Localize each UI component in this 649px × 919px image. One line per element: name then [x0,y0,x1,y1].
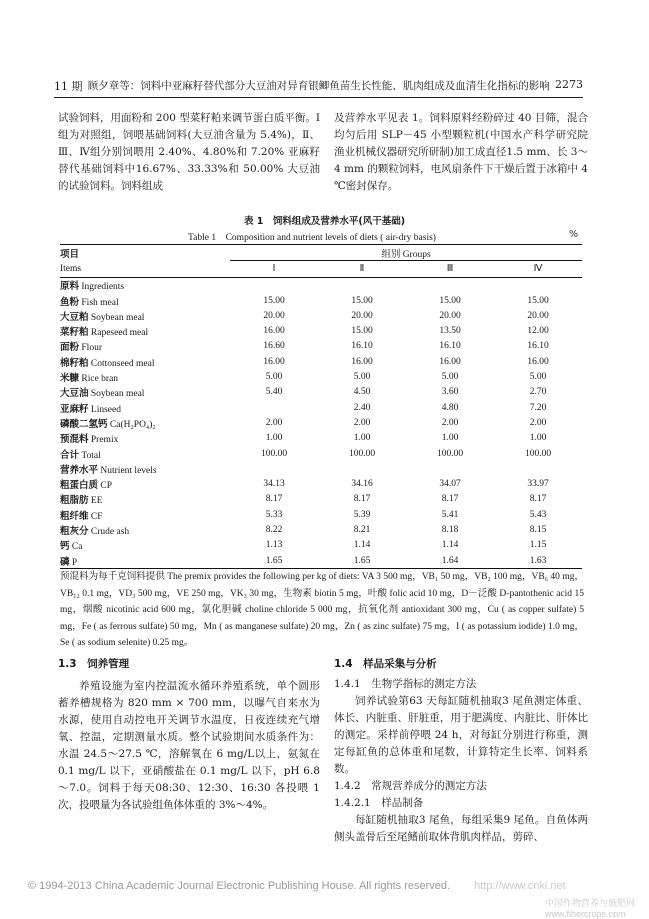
subsection-heading: 1.4.2.1 样品制备 [334,797,424,809]
row-label-cn: 磷 [60,556,70,568]
row-label-cn: 鱼粉 [60,296,80,308]
cell-value: 15.00 [527,295,549,306]
table-row [60,431,582,446]
cell-value: 1.00 [441,433,459,444]
row-label-en: EE [90,496,103,507]
cell-value: 16.10 [527,341,549,352]
issue-number: 11 期 [54,80,83,93]
cell-value: 20.00 [263,310,285,321]
cell-value: 5.00 [353,372,371,383]
table-row [60,385,582,400]
row-label [60,354,230,369]
cell-value: 1.63 [494,553,582,569]
cell-value: 1.65 [318,553,406,569]
watermark [545,896,635,919]
row-label [60,431,230,446]
row-label-en: Ca(H₂PO₄)₂ [109,419,156,430]
table-row [60,446,582,461]
table-row [60,354,582,369]
cell-value: 8.17 [441,494,459,505]
cell-value: 8.17 [353,494,371,505]
cell-value: 16.00 [263,356,285,367]
table-row [60,461,582,476]
table-row [60,415,582,430]
row-label-en: Total [81,450,101,461]
cell-value: 4.50 [353,387,371,398]
cell-value: 15.00 [351,295,373,306]
subsection-heading: 1.4.2 常规营养成分的测定方法 [334,780,487,792]
row-label-en: CF [90,511,103,522]
cell-value: 2.00 [529,417,547,428]
paragraph: 每缸随机抽取3 尾鱼，每组采集9 尾鱼。自鱼体两侧头盖骨后至尾鳍前取体背肌肉样品，剪碎、 [334,814,588,843]
row-label-en: Ca [71,542,83,553]
cell-value [494,277,582,293]
table-row [60,369,582,384]
row-label-en: Soybean meal [90,389,145,400]
row-label-en: Premix [90,435,119,446]
row-label [60,446,230,461]
cell-value: 13.50 [439,326,461,337]
groups-head: 组别 Groups [230,245,582,261]
cell-value: 100.00 [348,448,376,459]
row-label-cn: 亚麻籽 [60,403,89,415]
row-label [60,339,230,354]
row-label-cn: 大豆油 [60,388,89,400]
table-note [60,569,584,652]
cell-value: 7.20 [529,402,547,413]
section-heading: 1.3 饲养管理 [58,658,130,670]
table-row [60,339,582,354]
row-label-cn: 合计 [60,449,80,461]
cell-value: 16.60 [263,341,285,352]
watermark-cn: 中国作物营养与施肥网 [545,898,636,908]
group-label: Ⅰ [230,261,318,277]
row-label-en: Nutrient levels [100,465,157,476]
row-label [60,538,230,553]
row-label-cn: 粗蛋白质 [60,480,99,492]
cell-value: 12.00 [527,326,549,337]
row-label [60,461,230,476]
row-label-cn: 粗灰分 [60,525,89,537]
cell-value: 1.00 [353,433,371,444]
row-label-en: Fish meal [81,297,119,308]
cell-value [406,461,494,476]
cell-value: 5.39 [353,509,371,520]
table-row [60,492,582,507]
items-head-cn: 项目 [60,245,230,261]
running-header [54,78,583,98]
cell-value: 8.17 [529,494,547,505]
row-label-en: Rice bran [81,374,119,385]
table-row [60,293,582,308]
row-label [60,415,230,430]
row-label-cn: 米糠 [60,373,80,385]
cell-value [494,461,582,476]
row-label-en: Ingredients [81,282,125,293]
row-label [60,507,230,522]
cell-value: 8.18 [441,524,459,535]
row-label-en: Rapeseed meal [90,328,149,339]
cell-value: 2.00 [265,417,283,428]
table-caption-en: Table 1 Composition and nutrient levels of diets ( air-dry basis) [188,233,436,243]
running-title: 顾夕章等：饲料中亚麻籽替代部分大豆油对异育银鲫鱼苗生长性能、肌肉组成及血清生化指标的影响 [87,80,550,92]
subsection-heading: 1.4.1 生物学指标的测定方法 [334,678,477,690]
left-column-bottom [58,656,320,814]
paragraph: 试验饲料，用面粉和 200 型菜籽粕来调节蛋白质平衡。Ⅰ组为对照组，饲喂基础饲料(大豆油含量为 5.4%)，Ⅱ、Ⅲ、Ⅳ组分别饲喂用 2.40%、4.80%和 7.20% 亚麻籽替代基础饲料中16.67%、33.33%和 50.00% 大豆油的试验饲料。饲料组成 [58,112,320,192]
page-number: 2273 [555,78,583,91]
cell-value: 1.65 [230,553,318,569]
table-row [60,277,582,293]
cell-value: 34.16 [351,479,373,490]
row-label [60,323,230,338]
row-label [60,293,230,308]
cell-value [318,461,406,476]
cell-value: 5.41 [441,509,459,520]
site-link[interactable]: http://www.cnki.net [474,880,566,892]
cell-value: 2.00 [353,417,371,428]
cell-value: 3.60 [441,387,459,398]
row-label-en: Cottonseed meal [90,358,155,369]
composition-table [60,244,582,569]
row-label [60,522,230,537]
row-label [60,385,230,400]
cell-value: 5.00 [265,372,283,383]
cell-value: 100.00 [436,448,464,459]
cell-value [318,277,406,293]
row-label-cn: 钙 [60,541,70,553]
cell-value: 2.40 [353,402,371,413]
row-label-cn: 营养水平 [60,464,99,476]
row-label [60,400,230,415]
cell-value: 20.00 [439,310,461,321]
cell-value: 4.80 [441,402,459,413]
cell-value: 1.00 [265,433,283,444]
cell-value: 100.00 [524,448,552,459]
premix-note: 预混料为每千克饲料提供 The premix provides the following per kg of diets: VA 3 500 mg，VB₁ 50 mg，VB₂ 100 mg，VB₆ 40 mg，VB₁₂ 0.1 mg，VD₃ 500 mg，VE 250 mg，VK₃ 30 mg，生物素 biotin 5 mg，叶酸 folic acid 10 mg，D－泛酸 D-pantothenic acid 15 mg，烟酸 nicotinic acid 600 mg，氯化胆碱 choline chloride 5 000 mg，抗氧化剂 antioxidant 300 mg，Cu ( as copper sulfate) 5 mg，Fe ( as ferrous sulfate) 50 mg，Mn ( as manganese sulfate) 20 mg，Zn ( as zinc sulfate) 75 mg，I ( as potassium iodide) 1.0 mg，Se ( as sodium selenite) 0.25 mg。 [60,572,584,648]
group-label: Ⅲ [406,261,494,277]
row-label [60,553,230,569]
row-label-en: Linseed [90,404,121,415]
cell-value [406,277,494,293]
row-label-cn: 棉籽粕 [60,357,89,369]
copyright: © 1994-2013 China Academic Journal Electronic Publishing House. All rights reserved. [28,880,451,892]
cell-value: 8.21 [353,524,371,535]
cell-value: 16.00 [263,326,285,337]
row-label-cn: 磷酸二氢钙 [60,418,108,430]
cell-value: 1.13 [265,540,283,551]
cell-value: 2.70 [529,387,547,398]
paragraph: 养殖设施为室内控温流水循环养殖系统，单个圆形蓄养槽规格为 820 mm × 700 mm，以曝气自来水为水源，使用自动控电开关调节水温度，日夜连续充气增氧、控温，定期测量水质。整个试验期间水质条件为：水温 24.5～27.5 ℃，溶解氧在 6 mg/L以上，氨氮在 0.1 mg/L 以下，亚硝酸盐在 0.1 mg/L 以下，pH 6.8～7.0。饲料于每天08:30、12:30、16:30 各投喂 1 次，投喂量为各试验组鱼体体重的 3%～4%。 [58,680,320,811]
cell-value: 8.22 [265,524,283,535]
cell-value [230,400,318,415]
section-heading: 1.4 样品采集与分析 [334,658,437,670]
group-label: Ⅳ [494,261,582,277]
items-head-en: Items [60,261,230,277]
cell-value: 5.00 [529,372,547,383]
row-label-en: Soybean meal [90,312,145,323]
cell-value: 16.10 [351,341,373,352]
cell-value: 1.00 [529,433,547,444]
cell-value: 15.00 [351,326,373,337]
cell-value: 1.64 [406,553,494,569]
row-label [60,476,230,491]
table-row [60,323,582,338]
cell-value: 2.00 [441,417,459,428]
watermark-url: www.fibercrops.com [545,909,626,919]
table-unit: % [569,229,579,240]
cell-value: 20.00 [351,310,373,321]
row-label-cn: 预混料 [60,434,89,446]
cell-value: 5.00 [441,372,459,383]
table-row [60,538,582,553]
row-label [60,277,230,293]
row-label-cn: 原料 [60,281,80,293]
row-label-en: Crude ash [90,526,130,537]
table-row [60,553,582,569]
cell-value: 5.40 [265,387,283,398]
cell-value: 15.00 [439,295,461,306]
row-label-en: Flour [81,343,102,354]
cell-value: 34.07 [439,479,461,490]
table-row [60,400,582,415]
cell-value: 16.00 [439,356,461,367]
row-label [60,369,230,384]
right-column-bottom [334,656,588,846]
cell-value: 8.17 [265,494,283,505]
cell-value: 16.00 [527,356,549,367]
cell-value: 5.33 [265,509,283,520]
cell-value: 15.00 [263,295,285,306]
table-row [60,522,582,537]
table-row [60,476,582,491]
cell-value: 5.43 [529,509,547,520]
cell-value: 20.00 [527,310,549,321]
paragraph: 及营养水平见表 1。饲料原料经粉碎过 40 目筛，混合均匀后用 SLP－45 小型颗粒机(中国水产科学研究院渔业机械仪器研究所研制)加工成直径1.5 mm、长 3～4 mm 的颗粒饲料，电风扇条件下干燥后置于冰箱中 4 ℃密封保存。 [334,112,588,192]
cell-value [230,277,318,293]
cell-value: 8.15 [529,524,547,535]
cell-value: 1.14 [353,540,371,551]
right-column-top [334,110,588,195]
cell-value: 33.97 [527,479,549,490]
row-label-en: CP [100,481,113,492]
paragraph: 饲养试验第63 天每缸随机抽取3 尾鱼测定体重、体长、内脏重、肝脏重，用于肥满度、内脏比、肝体比的测定。采样前停喂 24 h，对每缸分别进行称重，测定每缸鱼的总体重和尾数，计算特定生长率、饲料系数。 [334,695,588,775]
row-label-cn: 面粉 [60,342,80,354]
cell-value [230,461,318,476]
cell-value: 100.00 [260,448,288,459]
row-label [60,492,230,507]
row-label [60,308,230,323]
left-column-top [58,110,320,195]
table-caption-cn: 表 1 饲料组成及营养水平(风干基础) [243,216,406,227]
row-label-cn: 菜籽粕 [60,327,89,339]
row-label-en: P [71,557,78,568]
table-row [60,507,582,522]
row-label-cn: 粗纤维 [60,510,89,522]
cell-value: 34.13 [263,479,285,490]
cell-value: 16.00 [351,356,373,367]
row-label-cn: 粗脂肪 [60,495,89,507]
row-label-cn: 大豆粕 [60,311,89,323]
table-row [60,308,582,323]
group-label: Ⅱ [318,261,406,277]
cell-value: 1.14 [441,540,459,551]
cell-value: 16.10 [439,341,461,352]
cell-value: 1.15 [529,540,547,551]
